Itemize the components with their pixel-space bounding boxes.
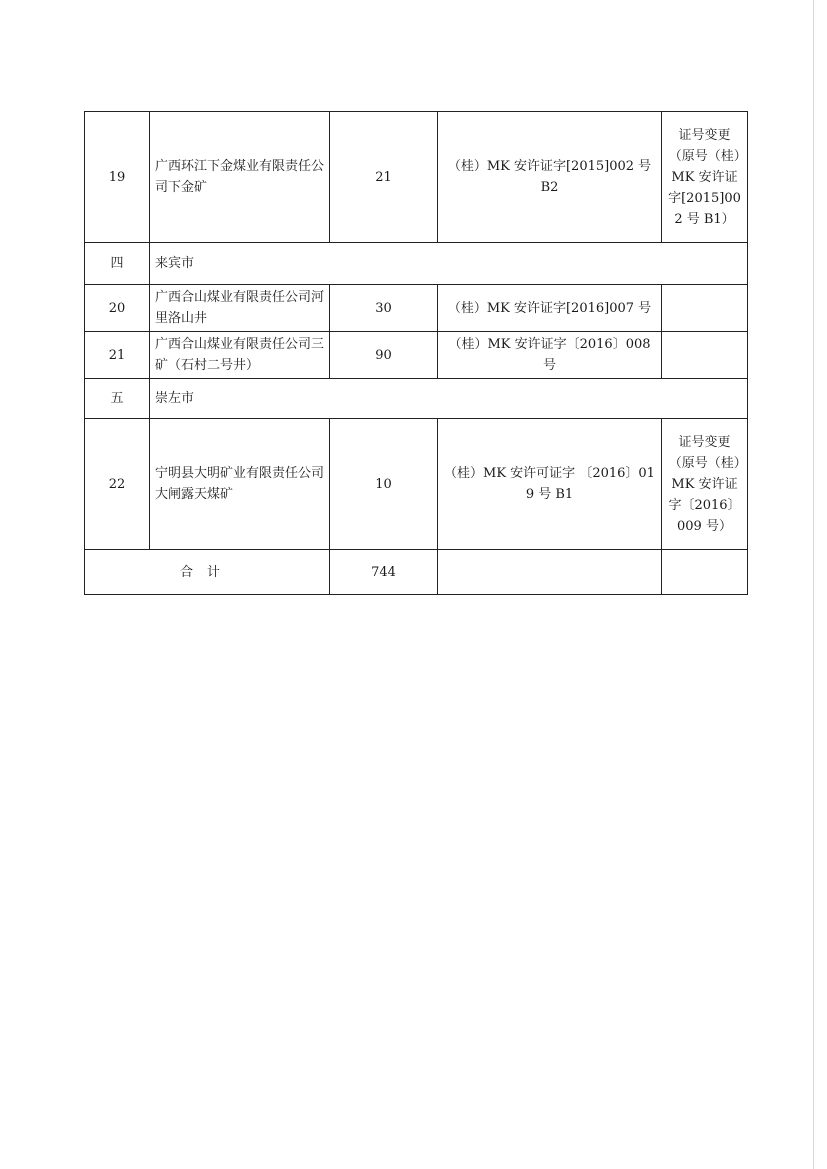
- license-number: （桂）MK 安许证字[2015]002 号 B2: [438, 112, 662, 243]
- total-capacity: 744: [330, 550, 438, 595]
- mine-name: 宁明县大明矿业有限责任公司大闸露天煤矿: [150, 419, 330, 550]
- section-title: 崇左市: [150, 379, 748, 419]
- capacity-value: 10: [330, 419, 438, 550]
- capacity-value: 30: [330, 285, 438, 332]
- total-note-empty: [662, 550, 748, 595]
- mine-name: 广西合山煤业有限责任公司河里洛山井: [150, 285, 330, 332]
- license-number: （桂）MK 安许证字[2016]007 号: [438, 285, 662, 332]
- coal-mine-license-table: [84, 111, 748, 595]
- row-number: 22: [85, 419, 150, 550]
- section-title: 来宾市: [150, 243, 748, 285]
- mine-name: 广西合山煤业有限责任公司三矿（石村二号井）: [150, 332, 330, 379]
- section-row-laibin: [85, 243, 748, 285]
- remark: 证号变更（原号（桂）MK 安许证字〔2016〕009 号）: [662, 419, 748, 550]
- section-number: 五: [85, 379, 150, 419]
- total-license-empty: [438, 550, 662, 595]
- section-row-chongzuo: [85, 379, 748, 419]
- table-row-19: [85, 112, 748, 243]
- scan-edge-line: [813, 0, 814, 1169]
- row-number: 19: [85, 112, 150, 243]
- capacity-value: 21: [330, 112, 438, 243]
- total-label: 合计: [85, 550, 330, 595]
- row-number: 20: [85, 285, 150, 332]
- mine-name: 广西环江下金煤业有限责任公司下金矿: [150, 112, 330, 243]
- table-row-20: [85, 285, 748, 332]
- table-row-22: [85, 419, 748, 550]
- section-number: 四: [85, 243, 150, 285]
- remark: 证号变更（原号（桂）MK 安许证字[2015]002 号 B1）: [662, 112, 748, 243]
- total-row: [85, 550, 748, 595]
- row-number: 21: [85, 332, 150, 379]
- capacity-value: 90: [330, 332, 438, 379]
- license-number: （桂）MK 安许证字〔2016〕008 号: [438, 332, 662, 379]
- license-number: （桂）MK 安许可证字 〔2016〕019 号 B1: [438, 419, 662, 550]
- table-row-21: [85, 332, 748, 379]
- remark: [662, 332, 748, 379]
- remark: [662, 285, 748, 332]
